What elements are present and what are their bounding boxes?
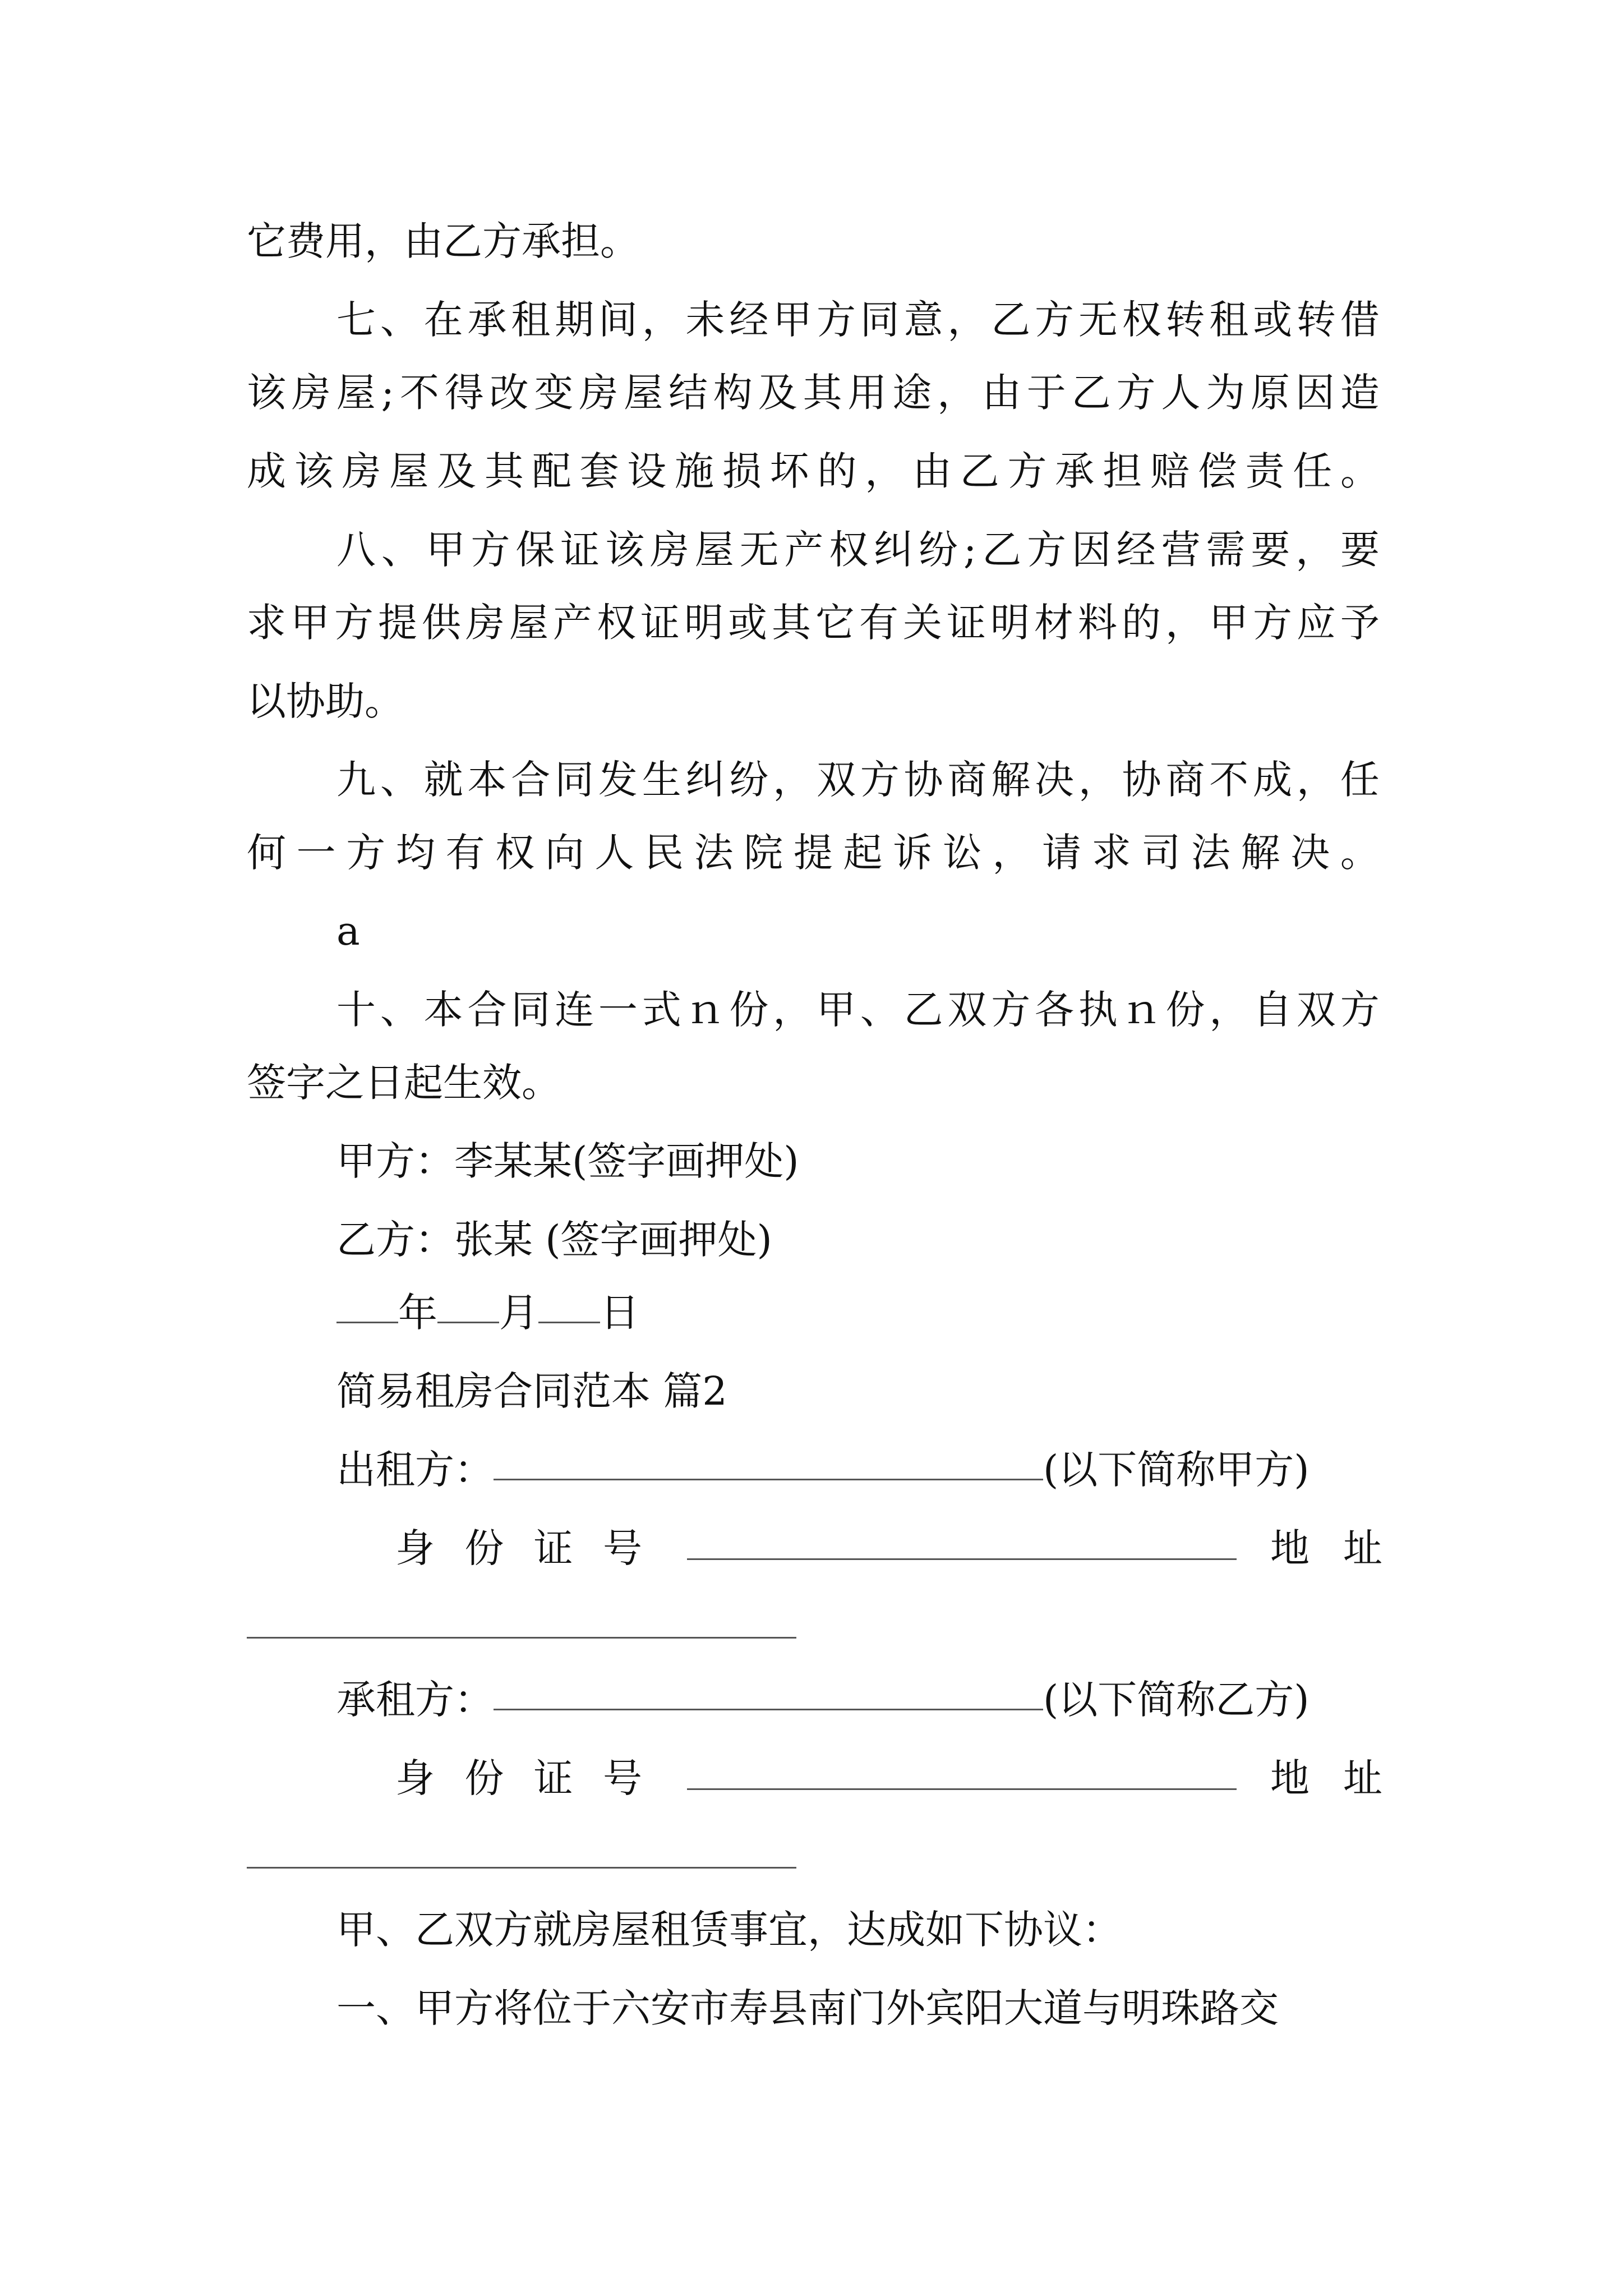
- id-char: 证: [533, 1525, 573, 1571]
- address-char: 地: [1270, 1755, 1310, 1801]
- lessee-name-blank[interactable]: [494, 1672, 1043, 1710]
- year-blank[interactable]: [336, 1285, 398, 1323]
- address-char: 地: [1270, 1525, 1310, 1571]
- lessee-id-label: [395, 1750, 642, 1806]
- id-char: 份: [464, 1525, 504, 1571]
- clause-seven-line: 七 、 在 承 租 期 间 ， 未 经 甲 方 同 意 ， 乙 方 无 权 转 租 或 转 借: [336, 297, 1380, 343]
- clause-nine-line: 九 、 就 本 合 同 发 生 纠 纷 ， 双 方 协 商 解 决 ， 协 商 不 成 ， 任: [336, 757, 1380, 803]
- month-label: 月: [499, 1290, 538, 1336]
- id-char: 号: [602, 1525, 642, 1571]
- clause-seven-line: 该 房 屋 ; 不 得 改 变 房 屋 结 构 及 其 用 途 ， 由 于 乙 方 人 为 原 因 造: [247, 370, 1380, 416]
- clause-ten-line: 签字之日起生效。: [247, 1060, 561, 1106]
- id-char: 号: [602, 1755, 642, 1801]
- address-char: 址: [1343, 1525, 1382, 1571]
- lessor-suffix: (以下简称甲方): [1043, 1447, 1310, 1493]
- clause-seven-line: 成 该 房 屋 及 其 配 套 设 施 损 坏 的 ， 由 乙 方 承 担 赔 偿 责 任 。: [247, 448, 1380, 494]
- lessee-address-label: [1270, 1750, 1382, 1806]
- lessor-id-blank[interactable]: [687, 1558, 1237, 1560]
- year-label: 年: [398, 1290, 437, 1336]
- day-label: 日: [600, 1290, 639, 1336]
- lessor-line: [336, 1442, 1310, 1498]
- lessor-name-blank[interactable]: [494, 1442, 1043, 1480]
- id-char: 证: [533, 1755, 573, 1801]
- lessee-suffix: (以下简称乙方): [1043, 1677, 1310, 1723]
- month-blank[interactable]: [437, 1285, 499, 1323]
- agreement-intro: 甲、乙双方就房屋租赁事宜，达成如下协议：: [336, 1907, 1122, 1953]
- lessee-line: [336, 1672, 1310, 1728]
- lessee-id-blank[interactable]: [687, 1788, 1237, 1790]
- paragraph-line: 它费用，由乙方承担。: [247, 218, 639, 264]
- clause-one-line: 一、甲方将位于六安市寿县南门外宾阳大道与明珠路交: [336, 1985, 1279, 2031]
- id-char: 身: [395, 1525, 435, 1571]
- party-b-signature: 乙方：张某 (签字画押处): [336, 1217, 772, 1263]
- section-heading: 简易租房合同范本 篇2: [336, 1368, 727, 1414]
- lessor-address-blank[interactable]: [247, 1637, 796, 1639]
- lessee-address-blank[interactable]: [247, 1867, 796, 1869]
- lessor-address-label: [1270, 1520, 1382, 1576]
- lessee-label: 承租方：: [336, 1677, 494, 1723]
- signature-date: [336, 1285, 639, 1341]
- id-char: 身: [395, 1755, 435, 1801]
- lessor-label: 出租方：: [336, 1447, 494, 1493]
- clause-eight-line: 求 甲 方 提 供 房 屋 产 权 证 明 或 其 它 有 关 证 明 材 料 的 ， 甲 方 应 予: [247, 600, 1380, 646]
- party-a-signature: 甲方：李某某(签字画押处): [336, 1138, 799, 1184]
- stray-text: a: [336, 908, 360, 954]
- address-char: 址: [1343, 1755, 1382, 1801]
- id-char: 份: [464, 1755, 504, 1801]
- clause-eight-line: 八 、 甲 方 保 证 该 房 屋 无 产 权 纠 纷 ; 乙 方 因 经 营 需 要 ， 要: [336, 527, 1380, 573]
- clause-ten-line: 十 、 本 合 同 连 一 式 ｎ 份 ， 甲 、 乙 双 方 各 执 ｎ 份 ， 自 双 方: [336, 987, 1380, 1033]
- clause-nine-line: 何 一 方 均 有 权 向 人 民 法 院 提 起 诉 讼 ， 请 求 司 法 解 决 。: [247, 830, 1380, 876]
- clause-eight-line: 以协助。: [247, 678, 404, 724]
- lessor-id-label: [395, 1520, 642, 1576]
- day-blank[interactable]: [538, 1285, 600, 1323]
